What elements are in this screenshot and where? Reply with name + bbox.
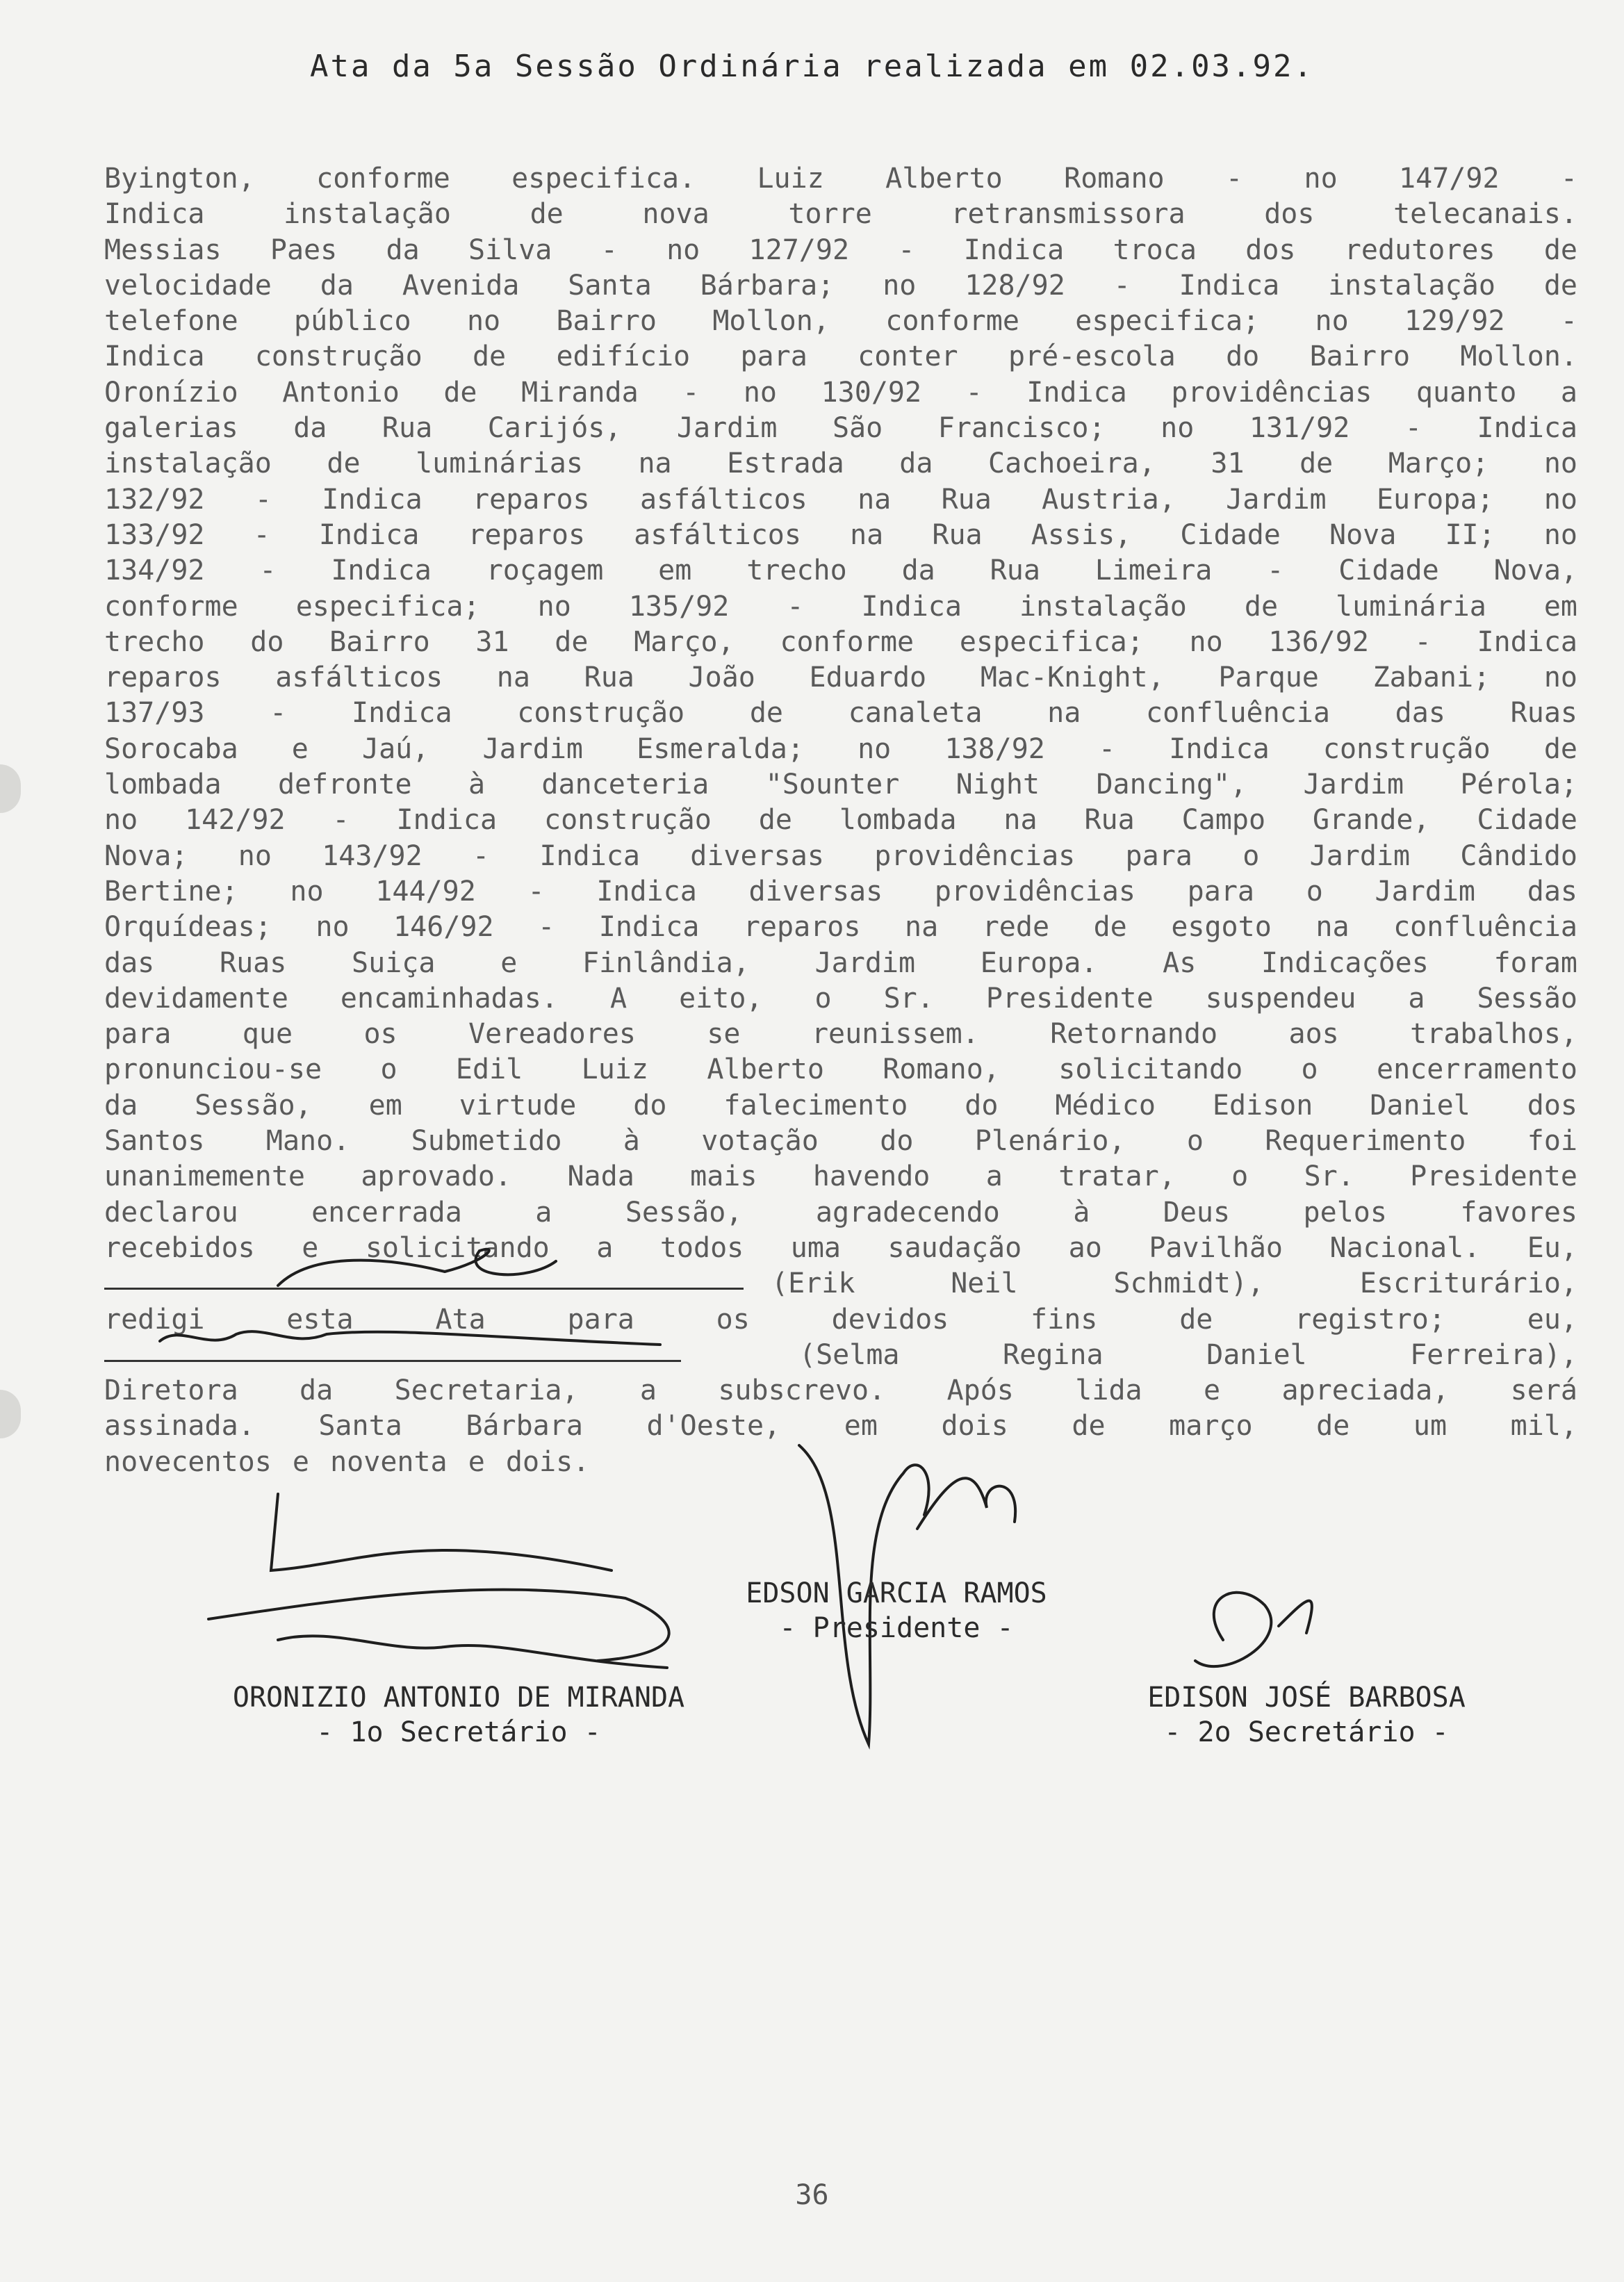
first-secretary-role: - 1o Secretário -: [316, 1716, 601, 1748]
body-line: pronunciou-se o Edil Luiz Alberto Romano, solicitando o encerramento: [104, 1053, 1577, 1086]
body-line: Nova; no 143/92 - Indica diversas providências para o Jardim Cândido: [104, 839, 1577, 872]
body-line: Santos Mano. Submetido à votação do Plenário, o Requerimento foi: [104, 1125, 1577, 1158]
body-line: recebidos e solicitando a todos uma saudação ao Pavilhão Nacional. Eu,: [104, 1231, 1577, 1264]
closing-line: Diretora da Secretaria, a subscrevo. Após lida e apreciada, será: [104, 1374, 1577, 1407]
president-role: - Presidente -: [779, 1612, 1014, 1644]
second-secretary-signature: [1195, 1593, 1312, 1666]
body-line: devidamente encaminhadas. A eito, o Sr. Presidente suspendeu a Sessão: [104, 982, 1577, 1015]
body-line: trecho do Bairro 31 de Março, conforme especifica; no 136/92 - Indica: [104, 625, 1577, 658]
body-line: declarou encerrada a Sessão, agradecendo à Deus pelos favores: [104, 1196, 1577, 1229]
body-line: lombada defronte à danceteria "Sounter Night Dancing", Jardim Pérola;: [104, 769, 1577, 801]
second-secretary-name: EDISON JOSÉ BARBOSA: [1147, 1682, 1466, 1714]
body-line: Oronízio Antonio de Miranda - no 130/92 - Indica providências quanto a: [104, 376, 1577, 409]
director-line: (Selma Regina Daniel Ferreira),: [799, 1338, 1577, 1371]
redigi-line: redigi esta Ata para os devidos fins de registro; eu,: [104, 1303, 1577, 1336]
page-number: 36: [795, 2179, 829, 2211]
president-name: EDSON GARCIA RAMOS: [746, 1577, 1047, 1609]
body-line: galerias da Rua Carijós, Jardim São Francisco; no 131/92 - Indica: [104, 412, 1577, 445]
page-title: Ata da 5a Sessão Ordinária realizada em 02.03.92.: [309, 49, 1315, 84]
scribe-line: (Erik Neil Schmidt), Escriturário,: [771, 1267, 1577, 1300]
body-line: Sorocaba e Jaú, Jardim Esmeralda; no 138/92 - Indica construção de: [104, 732, 1577, 765]
scribe-signature-line: [104, 1288, 744, 1290]
body-line: instalação de luminárias na Estrada da Cachoeira, 31 de Março; no: [104, 448, 1577, 480]
body-line: conforme especifica; no 135/92 - Indica instalação de luminária em: [104, 590, 1577, 623]
signature-president: [702, 1577, 1091, 1644]
closing-line: novecentos e noventa e dois.: [104, 1445, 590, 1478]
first-secretary-name: ORONIZIO ANTONIO DE MIRANDA: [232, 1682, 685, 1714]
body-line: 133/92 - Indica reparos asfálticos na Rua Assis, Cidade Nova II; no: [104, 518, 1577, 551]
body-line: da Sessão, em virtude do falecimento do Médico Edison Daniel dos: [104, 1089, 1577, 1122]
body-line: velocidade da Avenida Santa Bárbara; no 128/92 - Indica instalação de: [104, 269, 1577, 302]
signature-first-secretary: [160, 1682, 757, 1748]
body-line: reparos asfálticos na Rua João Eduardo Mac-Knight, Parque Zabani; no: [104, 662, 1577, 694]
body-line: telefone público no Bairro Mollon, conforme especifica; no 129/92 -: [104, 305, 1577, 338]
body-line: 132/92 - Indica reparos asfálticos na Rua Austria, Jardim Europa; no: [104, 483, 1577, 516]
body-line: Indica construção de edifício para conter pré-escola do Bairro Mollon.: [104, 340, 1577, 373]
body-line: Byington, conforme especifica. Luiz Alberto Romano - no 147/92 -: [104, 163, 1577, 195]
body-line: unanimemente aprovado. Nada mais havendo a tratar, o Sr. Presidente: [104, 1160, 1577, 1193]
body-line: no 142/92 - Indica construção de lombada na Rua Campo Grande, Cidade: [104, 804, 1577, 837]
second-secretary-role: - 2o Secretário -: [1164, 1716, 1449, 1748]
body-line: das Ruas Suiça e Finlândia, Jardim Europa. As Indicações foram: [104, 946, 1577, 979]
body-line: 134/92 - Indica roçagem em trecho da Rua Limeira - Cidade Nova,: [104, 555, 1577, 587]
body-line: Orquídeas; no 146/92 - Indica reparos na rede de esgoto na confluência: [104, 911, 1577, 944]
signature-second-secretary: [1084, 1682, 1529, 1748]
binder-hole-top: [0, 764, 21, 813]
miranda-signature: [208, 1494, 669, 1668]
binder-hole-bottom: [0, 1390, 21, 1438]
body-line: 137/93 - Indica construção de canaleta na confluência das Ruas: [104, 697, 1577, 730]
director-signature-line: [104, 1360, 681, 1362]
minutes-body: [104, 161, 1577, 1480]
body-line: Bertine; no 144/92 - Indica diversas providências para o Jardim das: [104, 875, 1577, 908]
closing-line: assinada. Santa Bárbara d'Oeste, em dois de março de um mil,: [104, 1410, 1577, 1443]
body-line: Messias Paes da Silva - no 127/92 - Indica troca dos redutores de: [104, 233, 1577, 266]
body-line: Indica instalação de nova torre retransmissora dos telecanais.: [104, 198, 1577, 231]
body-line: para que os Vereadores se reunissem. Retornando aos trabalhos,: [104, 1018, 1577, 1051]
